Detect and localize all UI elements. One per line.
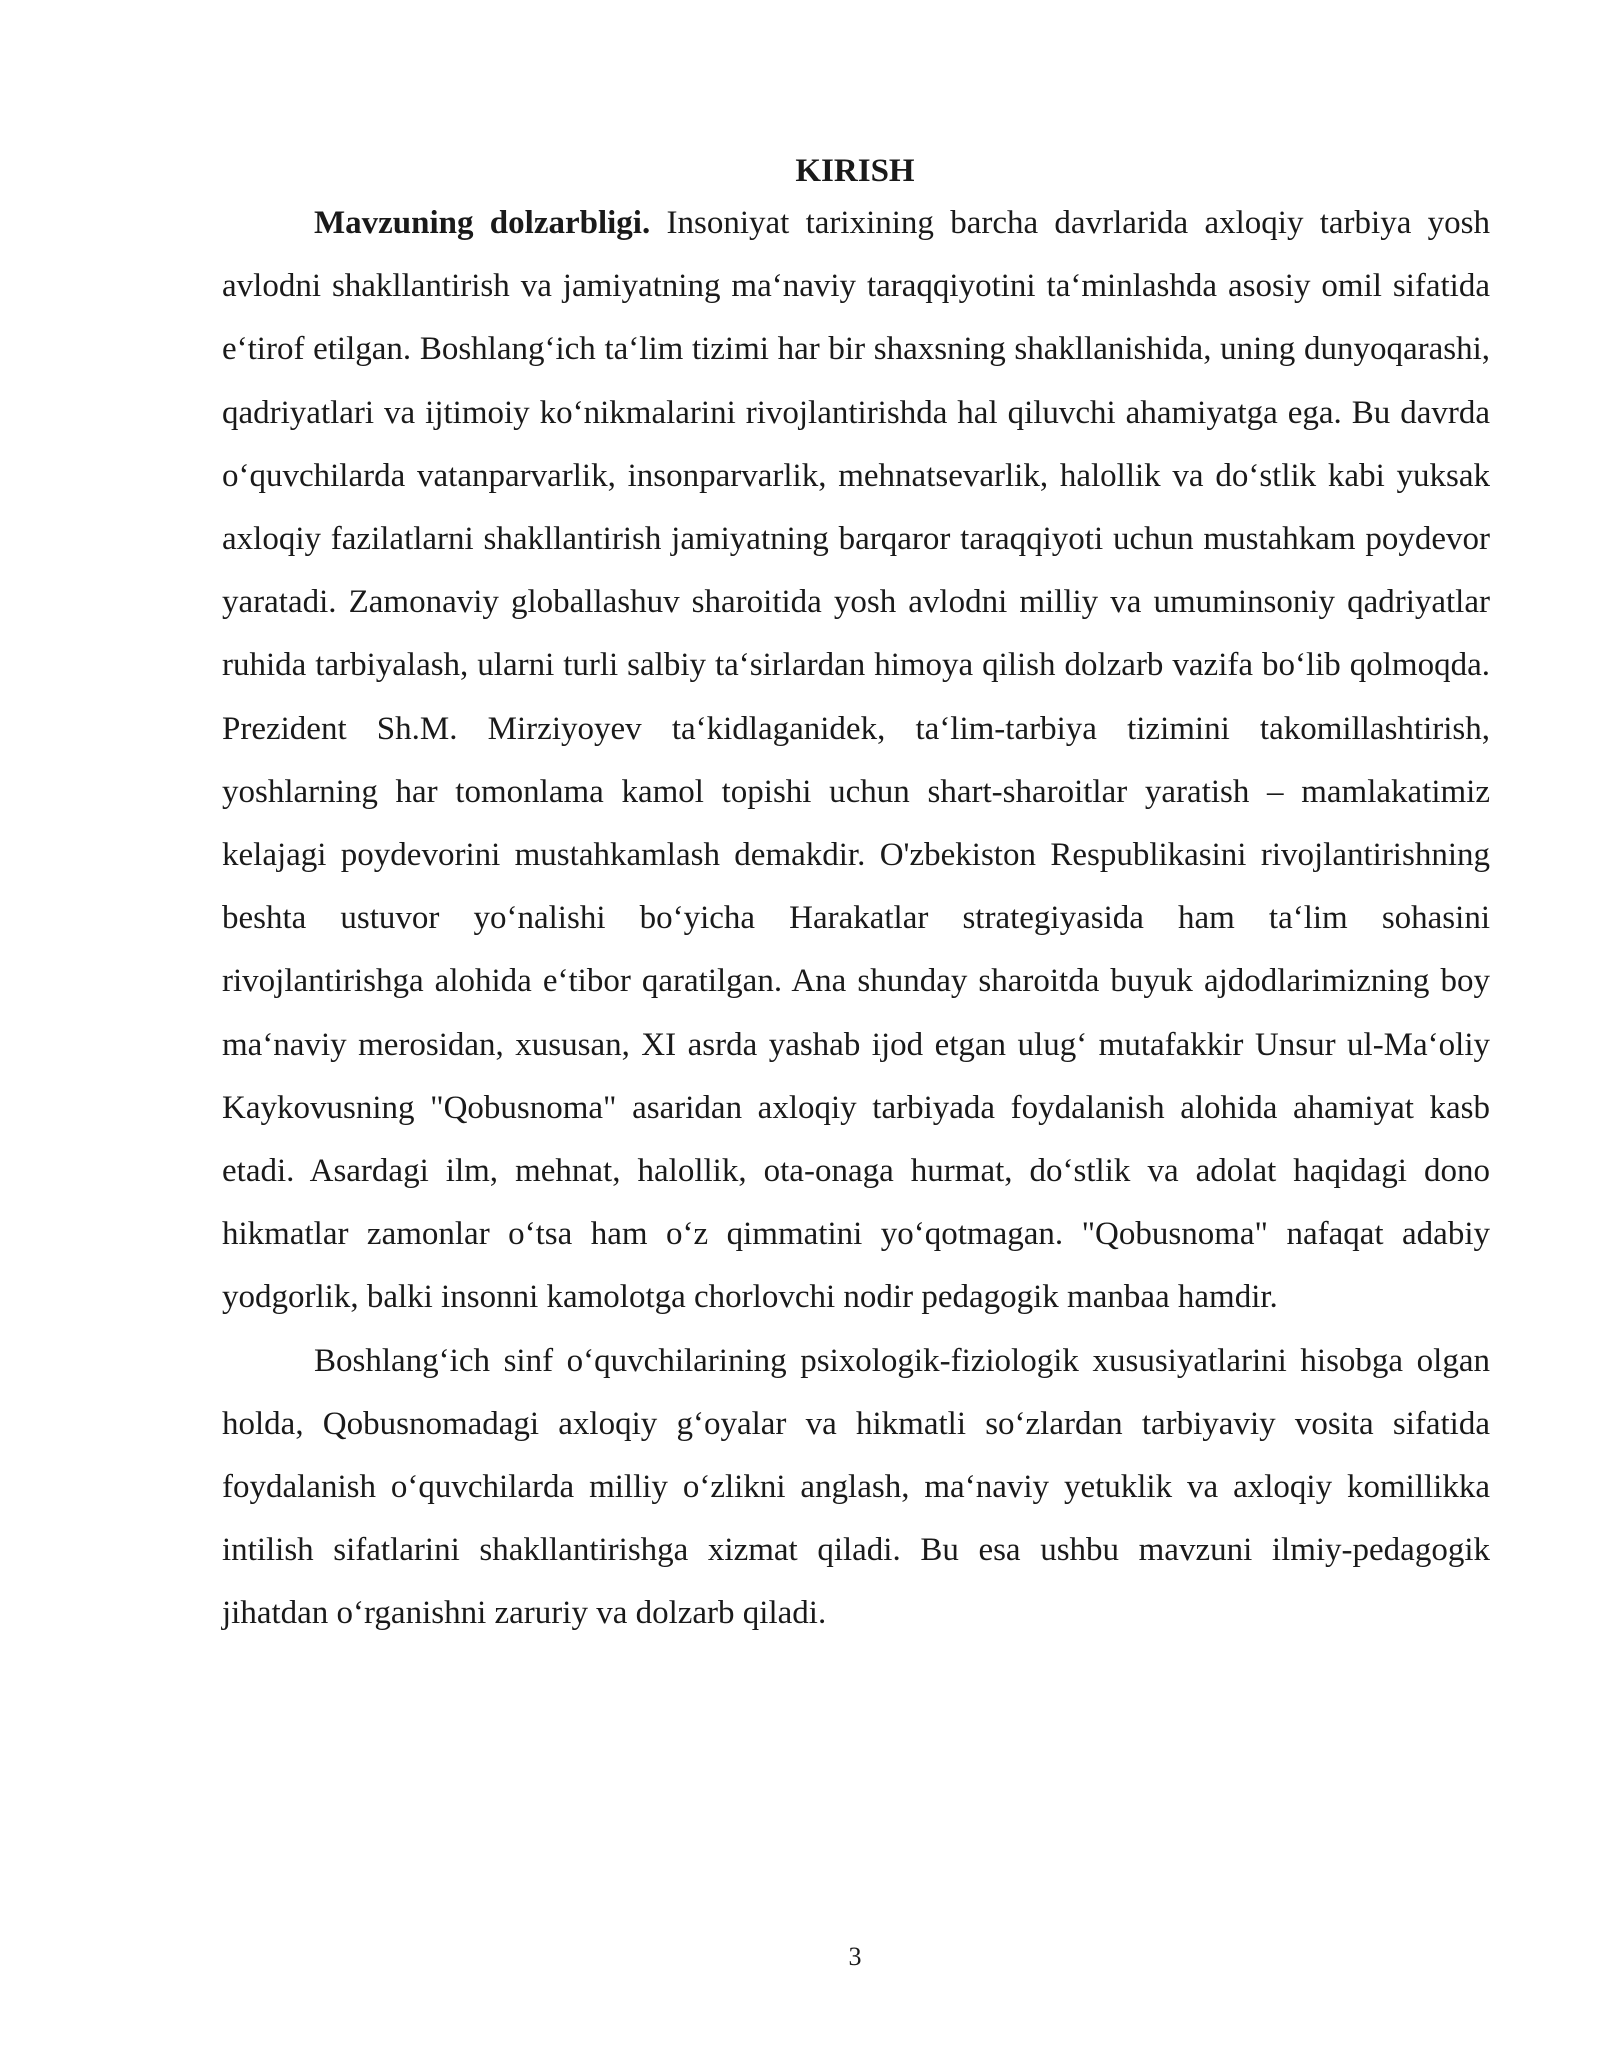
body-text	[222, 192, 1490, 1646]
page-number: 3	[848, 1942, 862, 1971]
paragraph-lead: Mavzuning dolzarbligi.	[314, 205, 651, 241]
paragraph-second: Boshlang‘ich sinf o‘quvchilarining psixologik-fiziologik xususiyatlarini hisobga olgan holda, Qobusnomadagi axloqiy g‘oyalar va hikmatli so‘zlardan tarbiyaviy vosita sifatida foydalanish o‘quvchilarda milliy o‘zlikni anglash, ma‘naviy yetuklik va axloqiy komillikka intilish sifatlarini shakllantirishga xizmat qiladi. Bu esa ushbu mavzuni ilmiy-pedagogik jihatdan o‘rganishni zaruriy va dolzarb qiladi.	[222, 1342, 1490, 1632]
section-heading: KIRISH	[795, 153, 915, 189]
paragraph-relevance-text: Insoniyat tarixining barcha davrlarida axloqiy tarbiya yosh avlodni shakllantirish va jamiyatning ma‘naviy taraqqiyotini ta‘minlashda asosiy omil sifatida e‘tirof etilgan. Boshlang‘ich ta‘lim tizimi har bir shaxsning shakllanishida, uning dunyoqarashi, qadriyatlari va ijtimoiy ko‘nikmalarini rivojlantirishda hal qiluvchi ahamiyatga ega. Bu davrda o‘quvchilarda vatanparvarlik, insonparvarlik, mehnatsevarlik, halollik va do‘stlik kabi yuksak axloqiy fazilatlarni shakllantirish jamiyatning barqaror taraqqiyoti uchun mustahkam poydevor yaratadi. Zamonaviy globallashuv sharoitida yosh avlodni milliy va umuminsoniy qadriyatlar ruhida tarbiyalash, ularni turli salbiy ta‘sirlardan himoya qilish dolzarb vazifa bo‘lib qolmoqda. Prezident Sh.M. Mirziyoyev ta‘kidlaganidek, ta‘lim-tarbiya tizimini takomillashtirish, yoshlarning har tomonlama kamol topishi uchun shart-sharoitlar yaratish – mamlakatimiz kelajagi poydevorini mustahkamlash demakdir. O'zbekiston Respublikasini rivojlantirishning beshta ustuvor yo‘nalishi bo‘yicha Harakatlar strategiyasida ham ta‘lim sohasini rivojlantirishga alohida e‘tibor qaratilgan. Ana shunday sharoitda buyuk ajdodlarimizning boy ma‘naviy merosidan, xususan, XI asrda yashab ijod etgan ulug‘ mutafakkir Unsur ul-Ma‘oliy Kaykovusning "Qobusnoma" asaridan axloqiy tarbiyada foydalanish alohida ahamiyat kasb etadi. Asardagi ilm, mehnat, halollik, ota-onaga hurmat, do‘stlik va adolat haqidagi dono hikmatlar zamonlar o‘tsa ham o‘z qimmatini yo‘qotmagan. "Qobusnoma" nafaqat adabiy yodgorlik, balki insonni kamolotga chorlovchi nodir pedagogik manbaa hamdir.	[222, 205, 1490, 1316]
paragraph-relevance	[222, 192, 1490, 1330]
